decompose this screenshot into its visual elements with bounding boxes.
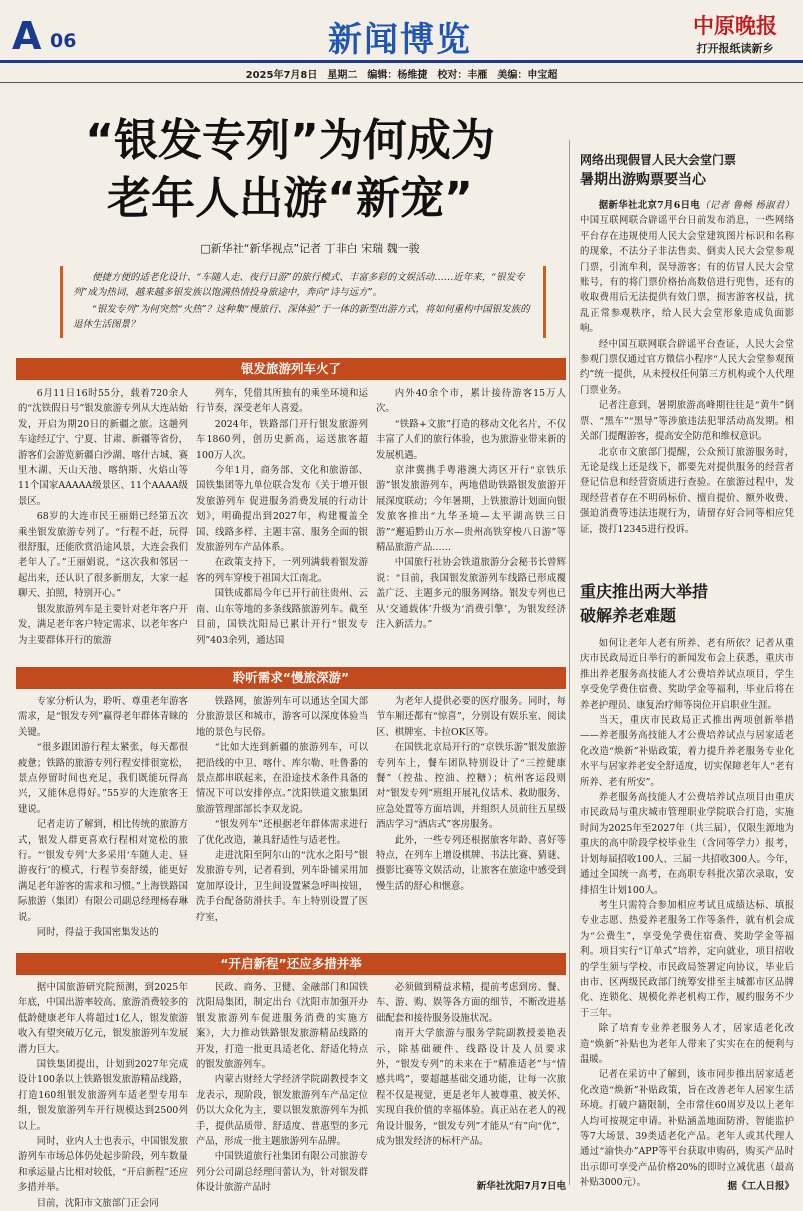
paragraph: 走进沈阳至阿尔山的“沈水之阳号”银发旅游专列，记者看到，列车卧铺采用加宽加厚设计，卫生间设置紧急呼叫按钮，洗手台配备防滑扶手。车上特别设置了医疗室， (196, 850, 368, 923)
paragraph: 经中国互联网联合辟谣平台查证，人民大会堂参观门票仅通过官方微信小程序“人民大会堂参观预约”统一提供，从未授权任何第三方机构或个人代理门票业务。 (580, 338, 794, 396)
article-column (18, 694, 188, 944)
paragraph: 记者在采访中了解到，该市同步推出居家适老化改造“焕新”补贴政策，旨在改善老年人居家生活环境。打破户籍限制，全市常住60周岁及以上老年人均可按规定申请。补贴涵盖地面防滑、智能监护等7大场景、39类适老化产品。老年人或其代理人通过“渝快办”APP等平台获取申购码，购买产品时出示即可享受产品价格20%的即时立减优惠（最高补贴3000元）。 (580, 1069, 794, 1189)
paragraph: 此外，一些专列还根据旅客年龄、喜好等特点，在列车上增设棋牌、书法比赛、猜谜、摄影比赛等文娱活动，让旅客在旅途中感受到慢生活的舒心和惬意。 (376, 834, 566, 892)
paragraph: 在国铁北京局开行的“京铁乐游”银发旅游专列车上，餐车团队特别设计了“三控健康餐”（控盐、控油、控糖）；杭州客运段则对“银发专列”班组开展礼仪话术、救助服务、应急处置等方面培训，并组织人员前往五星级酒店学习“酒店式”客房服务。 (376, 742, 566, 831)
paragraph: 南开大学旅游与服务学院副教授姜艳表示，除基础硬件、线路设计及人员要求外，“银发专列”的未来在于“精准适老”与“情感共鸣”，要超越基础交通功能，让每一次旅程不仅是视觉，更是老年人被尊重、被关怀、实现自我价值的幸福体验。真正站在老人的视角设计服务，“银发专列”才能从“有”向“优”，成为银发经济的标杆产品。 (376, 1028, 566, 1148)
paragraph: 记者走访了解到，相比传统的旅游方式，银发人群更喜欢行程相对宽松的旅行。“‘银发专列’大多采用‘车随人走、昼游夜行’的模式，行程节奏舒缓，能更好满足老年游客的需求和习惯。”上海铁路国际旅游（集团）有限公司副总经理杨春琳说。 (18, 819, 188, 923)
subheading-1: 银发旅游列车火了 (16, 358, 566, 380)
paragraph: 同时，业内人士也表示，中国银发旅游列车市场总体仍处起步阶段，列车数量和承运量占比相对较低，“开启新程”还应多措并举。 (18, 1136, 188, 1194)
article-column (18, 386, 188, 652)
paragraph: 养老服务高技能人才公费培养试点项目由重庆市民政局与重庆城市管理职业学院联合打造，实施时间为2025年至2027年（共三届），仅限生源地为重庆的高中阶段学校毕业生（含同等学力）报考，计划每届招收100人、三届一共招收300人。今年，通过全国统一高考，在高职专科批次第次录取，安排招生计划100人。 (580, 792, 794, 896)
article-column (196, 694, 368, 944)
subheading-2: 聆听需求“慢旅深游” (16, 667, 566, 689)
reporters: （记者 鲁畅 杨淑君） (700, 200, 794, 211)
article-column (376, 980, 566, 1176)
article-column (196, 980, 368, 1192)
paragraph: 目前，沈阳市文旅部门正会同 (36, 1197, 159, 1209)
paragraph: 国铁集团提出，计划到2027年完成设计100条以上铁路银发旅游精品线路，打造160组银发旅游列车适老型专用车组，银发旅游列车开行规模达到2500列以上。 (18, 1059, 188, 1132)
paragraph: “银发列车”还根据老年群体需求进行了优化改造，兼具舒适性与适老性。 (196, 819, 368, 846)
right-headline-1-line-2: 暑期出游购票要当心 (580, 172, 706, 188)
paragraph: 如何让老年人老有所养、老有所依？记者从重庆市民政局近日举行的新闻发布会上获悉，重庆市推出养老服务高技能人才公费培养试点项目，学生享受免学费住宿费、奖助学金等福利，毕业后将在养老护理员、康复治疗师等岗位开启职业生涯。 (580, 638, 794, 711)
paragraph: 6月11日16时55分，载着720余人的“沈铁假日号”银发旅游专列从大连站始发，开启为期20日的新疆之旅。这趟列车途经辽宁、宁夏、甘肃、新疆等省份，游客们会游览新疆白沙湖、喀什古城、赛里木湖、天山天池、喀纳斯、火焰山等11个国家AAAAA级景区、11个AAAA级景区。 (18, 388, 188, 507)
right-headline-1-line-1: 网络出现假冒人民大会堂门票 (580, 153, 737, 167)
right-article-source: 据《工人日报》 (727, 1181, 794, 1192)
page-letter: A (12, 14, 42, 58)
paragraph: 银发旅游列车是主要针对老年客户开发，满足老年客户特定需求、以老年客户为主要群体开行的旅游 (18, 603, 188, 646)
right-headline-2-line-1: 重庆推出两大举措 (580, 582, 709, 601)
paragraph: 记者注意到，暑期旅游高峰期往往是“黄牛”倒票、“黑车”“黑导”等涉旅违法犯罪活动高发期。相关部门提醒游客，提高安全防范和维权意识。 (580, 400, 794, 443)
dateline: 2025年7月8日 星期二 编辑：杨维捷 校对：丰雁 美编：申宝超 (245, 70, 558, 81)
paragraph: “很多跟团游行程太紧张，每天都很疲惫；铁路的旅游专列行程安排很宽松，景点停留时间也充足，我们既能玩得高兴，又能休息得好。”55岁的大连旅客王建说。 (18, 742, 188, 815)
lead-box (60, 266, 546, 338)
paragraph: “比如大连到新疆的旅游列车，可以把沿线的中卫、喀什、库尔勒、吐鲁番的景点都串联起来，在沿途技术条件具备的情况下可以安排停点。”沈阳铁道文旅集团旅游管理部部长李双龙说。 (196, 742, 368, 815)
article-source: 新华社沈阳7月7日电 (476, 1181, 566, 1192)
paragraph: 列车，凭借其所独有的乘坐环境和运行节奏，深受老年人喜爱。 (196, 388, 368, 415)
article-column (376, 694, 566, 944)
paragraph: 北京市文旅部门提醒，公众预订旅游服务时，无论是线上还是线下，都要先对提供服务的经营者登记信息和经营资质进行查验。在旅游过程中，发现经营者存在不明码标价、擅自提价、额外收费、强迫消费等违法违规行为，请留存好合同等相应凭证，拨打12345进行投诉。 (580, 446, 794, 535)
paragraph: 国铁成都局今年已开行前往贵州、云南、山东等地的多条线路旅游列车。截至目前，国铁沈阳局已累计开行“银发专列”403余列，通达国 (196, 588, 368, 646)
article-column (196, 386, 368, 652)
paper-slogan: 打开报纸读新乡 (696, 42, 774, 55)
page-number: 06 (50, 30, 77, 52)
header-divider (0, 82, 803, 83)
byline: □新华社“新华视点”记者 丁非白 宋瑞 魏一骏 (200, 242, 420, 255)
paragraph: 同时，得益于我国密集发达的 (36, 927, 159, 939)
paragraph: 民政、商务、卫健、金融部门和国铁沈阳局集团，制定出台《沈阳市加强开办银发旅游列车促进服务消费的实施方案》，大力推动铁路银发旅游精品线路的开发，打造一批更具适老化、舒适化特点的银发旅游列车。 (196, 982, 368, 1071)
paragraph: 今年1月，商务部、文化和旅游部、国铁集团等九单位联合发布《关于增开银发旅游列车 促进服务消费发展的行动计划》，明确提出到2027年，构建覆盖全国、线路多样、主题丰富、服务全面的银发旅游列车产品体系。 (196, 465, 368, 554)
lead-paragraph: “银发专列”为何突然“火热”？这种集“慢旅行、深体验”于一体的新型出游方式，将如何重构中国银发族的退休生活图景？ (73, 304, 530, 330)
section-title: 新闻博览 (328, 20, 472, 60)
paragraph: 内蒙古财经大学经济学院副教授李文龙表示，现阶段，银发旅游列车产品定位仍以大众化为主，要以银发旅游列车为抓手，提供品质带、舒适度、普惠型的多元产品，形成一批主题旅游列车品牌。 (196, 1074, 368, 1148)
paragraph: 2024年，铁路部门开行银发旅游列车1860列，创历史新高，运送旅客超100万人次。 (196, 418, 368, 461)
column-divider (569, 140, 570, 1185)
main-headline (40, 112, 540, 228)
paragraph: 考生只需符合参加相应考试且成绩达标、填报专业志愿、热爱养老服务工作等条件，就有机会成为“公费生”，享受免学费住宿费、奖助学金等福利。项目实行“订单式”培养，定向就业，项目招收的学生须与学校、市民政局签署定向协议，毕业后由市、区两级民政部门统筹安排至主城都市区品牌化、连锁化、规模化养老机构工作，履约服务不少于三年。 (580, 899, 794, 1019)
article-column (376, 386, 566, 652)
paragraph: 当天，重庆市民政局正式推出两项创新举措——养老服务高技能人才公费培养试点与居家适老化改造“焕新”补贴政策，着力提升养老服务专业化水平与居家养老安全舒适度，切实保障老年人“老有所养、老有所安”。 (580, 715, 794, 788)
paragraph: 为老年人提供必要的医疗服务。同时，每节车厢还都有“惊喜”，分别设有娱乐室、阅读区、棋牌室、卡拉OK区等。 (376, 696, 566, 738)
right-headline-2-line-2: 破解养老难题 (580, 606, 677, 625)
header-rule (0, 60, 803, 63)
headline-line-1: “银发专列”为何成为 (85, 115, 495, 166)
paragraph: 据中国旅游研究院预测，到2025年年底，中国出游率较高、旅游消费较多的低龄健康老年人将超过1亿人，银发旅游收入有望突破万亿元，银发旅游列车发展潜力巨大。 (18, 982, 188, 1055)
paragraph: 内外40余个市，累计接待游客15万人次。 (376, 388, 566, 415)
paper-logo: 中原晚报 (693, 13, 777, 38)
paragraph: 专家分析认为，聆听、尊重老年游客需求，是“银发专列”赢得老年群体青睐的关键。 (18, 696, 188, 738)
subheading-3: “开启新程”还应多措并举 (16, 953, 566, 975)
paragraph: 中国旅行社协会铁道旅游分会秘书长曾辉说：“目前，我国银发旅游列车线路已形成覆盖广泛、主题多元的服务网络。银发专列也已从‘交通载体’升级为‘消费引擎’，为银发经济注入新活力。” (376, 557, 566, 631)
dateline-bold: 据新华社北京7月6日电 (598, 200, 701, 211)
paragraph: 铁路网，旅游列车可以通达全国大部分旅游景区和城市，游客可以深度体验当地的景色与民俗。 (196, 696, 368, 738)
headline-line-2: 老年人出游“新宠” (107, 173, 473, 224)
paragraph: 68岁的大连市民王丽娟已经第五次乘坐银发旅游专列了。“行程不赶，玩得很舒服，还能欣赏沿途风景，大连会我们老年人了。”王丽娟说，“这次我和邻居一起出来，还认识了很多新朋友，大家一起聊天、拍照，特别开心。” (18, 511, 188, 600)
paragraph: 必须做到精益求精，提前考虑到房、餐、车、游、购、娱等各方面的细节，不断改进基础配套和接待服务设施状况。 (376, 982, 566, 1024)
article-column (18, 980, 188, 1209)
right-article-1-body (580, 198, 794, 558)
paragraph: 在政策支持下，一列列满载着银发游客的列车穿梭于祖国大江南北。 (196, 557, 368, 584)
lead-paragraph: 便捷方便的适老化设计、“车随人走、夜行日游”的旅行模式、丰富多彩的文娱活动……近年来，“银发专列”成为热词，越来越多银发族以饱满热情投身旅途中，奔向“诗与远方”。 (73, 272, 525, 298)
right-headline-2 (580, 580, 794, 628)
paragraph: 京津冀携手粤港澳大湾区开行“京铁乐游”银发旅游列车，两地借助铁路银发旅游开展深度联动；今年暑期，上铁旅游计划面向银发旅客推出“九华圣境—太平湖高铁三日游”“邂逅黔山万水—贵州高铁穿梭八日游”等精品旅游产品…… (376, 465, 566, 554)
paragraph: 除了培育专业养老服务人才，居家适老化改造“焕新”补贴也为老年人带来了实实在在的便利与温暖。 (580, 1023, 794, 1065)
paragraph: 中国铁道旅行社集团有限公司旅游专列分公司副总经理闫蕾认为，针对银发群体设计旅游产品时 (196, 1151, 368, 1194)
paragraph: “铁路+文旅”打造的移动文化名片，不仅丰富了人们的旅行体验，也为旅游业带来新的发展机遇。 (376, 418, 566, 461)
right-headline-1 (580, 150, 794, 190)
paragraph: 中国互联网联合辟谣平台日前发布消息，一些网络平台存在违规使用人民大会堂建筑图片标识和名称的现象，不法分子非法售卖、倒卖人民大会堂参观门票，引流牟利，误导游客；有的仿冒人民大会堂账号，有的将门票价格抬高数倍进行兜售，还有的收取费用后无法提供有效门票，损害游客权益，扰乱正常参观秩序，给人民大会堂形象造成负面影响。 (580, 215, 794, 335)
